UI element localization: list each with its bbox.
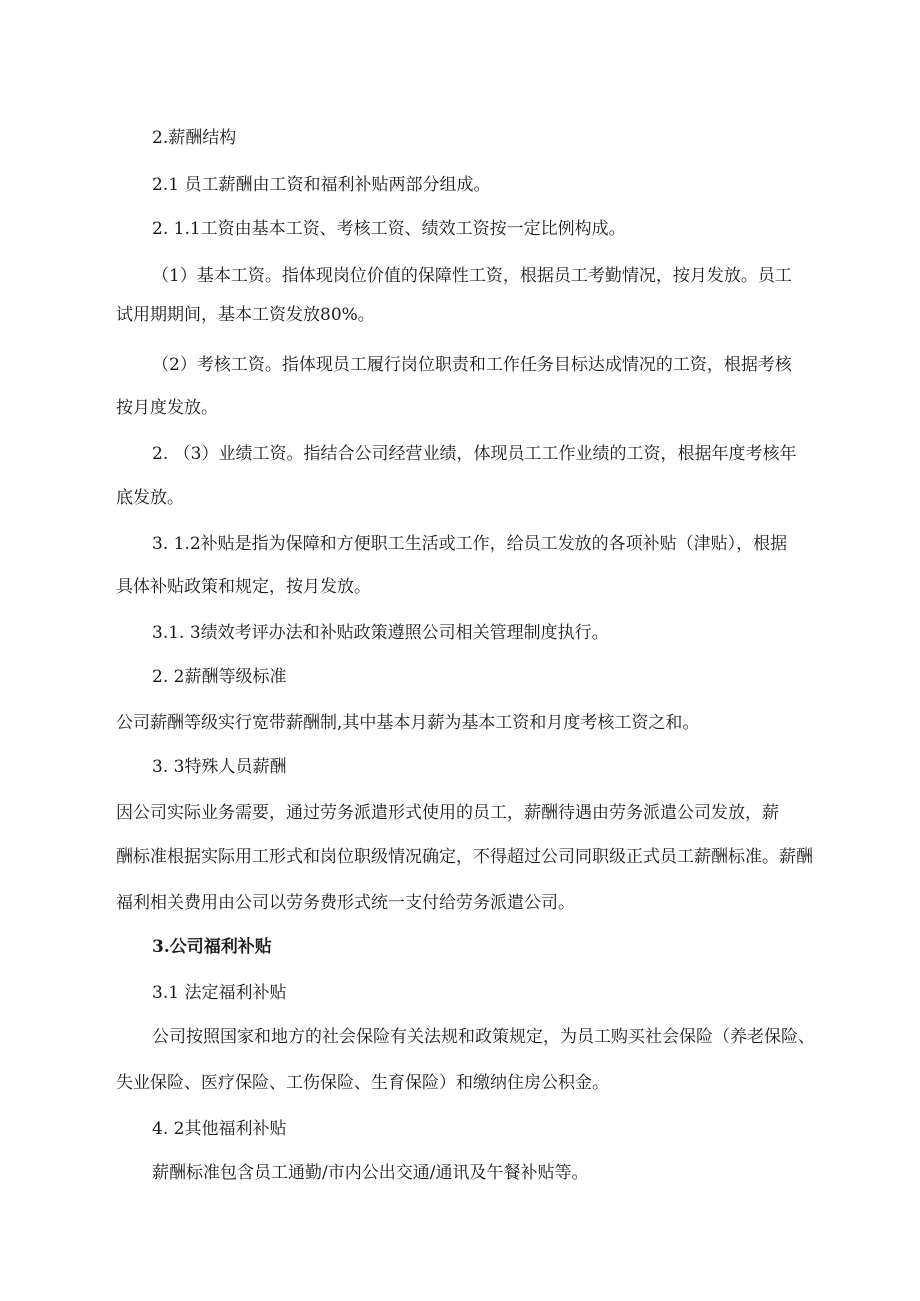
paragraph-special-personnel-3: 福利相关费用由公司以劳务费形式统一支付给劳务派遣公司。 bbox=[116, 893, 575, 913]
item-performance-salary-cont: 底发放。 bbox=[116, 488, 184, 508]
subsection-2-1: 2.1 员工薪酬由工资和福利补贴两部分组成。 bbox=[152, 175, 491, 195]
subsection-statutory-welfare: 3.1 法定福利补贴 bbox=[152, 983, 287, 1003]
item-assessment-salary-cont: 按月度发放。 bbox=[116, 398, 218, 418]
item-base-salary-cont: 试用期期间，基本工资发放80%。 bbox=[116, 305, 375, 325]
paragraph-special-personnel-2: 酬标准根据实际用工形式和岗位职级情况确定，不得超过公司同职级正式员工薪酬标准。薪酬 bbox=[116, 847, 813, 867]
section-heading-welfare: 3.公司福利补贴 bbox=[152, 937, 272, 957]
paragraph-social-insurance-2: 失业保险、医疗保险、工伤保险、生育保险）和缴纳住房公积金。 bbox=[116, 1073, 609, 1093]
paragraph-salary-grade: 公司薪酬等级实行宽带薪酬制,其中基本月薪为基本工资和月度考核工资之和。 bbox=[116, 713, 700, 733]
item-base-salary: （1）基本工资。指体现岗位价值的保障性工资，根据员工考勤情况，按月发放。员工 bbox=[152, 266, 792, 286]
paragraph-special-personnel-1: 因公司实际业务需要，通过劳务派遣形式使用的员工，薪酬待遇由劳务派遣公司发放，薪 bbox=[116, 803, 779, 823]
paragraph-social-insurance-1: 公司按照国家和地方的社会保险有关法规和政策规定，为员工购买社会保险（养老保险、 bbox=[152, 1027, 815, 1047]
paragraph-other-welfare: 薪酬标准包含员工通勤/市内公出交通/通讯及午餐补贴等。 bbox=[152, 1163, 589, 1183]
item-assessment-salary: （2）考核工资。指体现员工履行岗位职责和工作任务目标达成情况的工资，根据考核 bbox=[152, 355, 792, 375]
section-heading-salary-structure: 2.薪酬结构 bbox=[152, 128, 237, 148]
subsection-other-welfare: 4. 2其他福利补贴 bbox=[152, 1119, 287, 1139]
subsection-evaluation: 3.1. 3绩效考评办法和补贴政策遵照公司相关管理制度执行。 bbox=[152, 623, 609, 643]
subsection-allowance: 3. 1.2补贴是指为保障和方便职工生活或工作，给员工发放的各项补贴（津贴），根据 bbox=[152, 534, 788, 554]
subsection-salary-grade: 2. 2薪酬等级标准 bbox=[152, 667, 287, 687]
subsection-allowance-cont: 具体补贴政策和规定，按月发放。 bbox=[116, 577, 371, 597]
item-performance-salary: 2. （3）业绩工资。指结合公司经营业绩，体现员工工作业绩的工资，根据年度考核年 bbox=[152, 444, 797, 464]
subsection-special-personnel: 3. 3特殊人员薪酬 bbox=[152, 757, 287, 777]
subsection-2-1-1: 2. 1.1工资由基本工资、考核工资、绩效工资按一定比例构成。 bbox=[152, 219, 626, 239]
